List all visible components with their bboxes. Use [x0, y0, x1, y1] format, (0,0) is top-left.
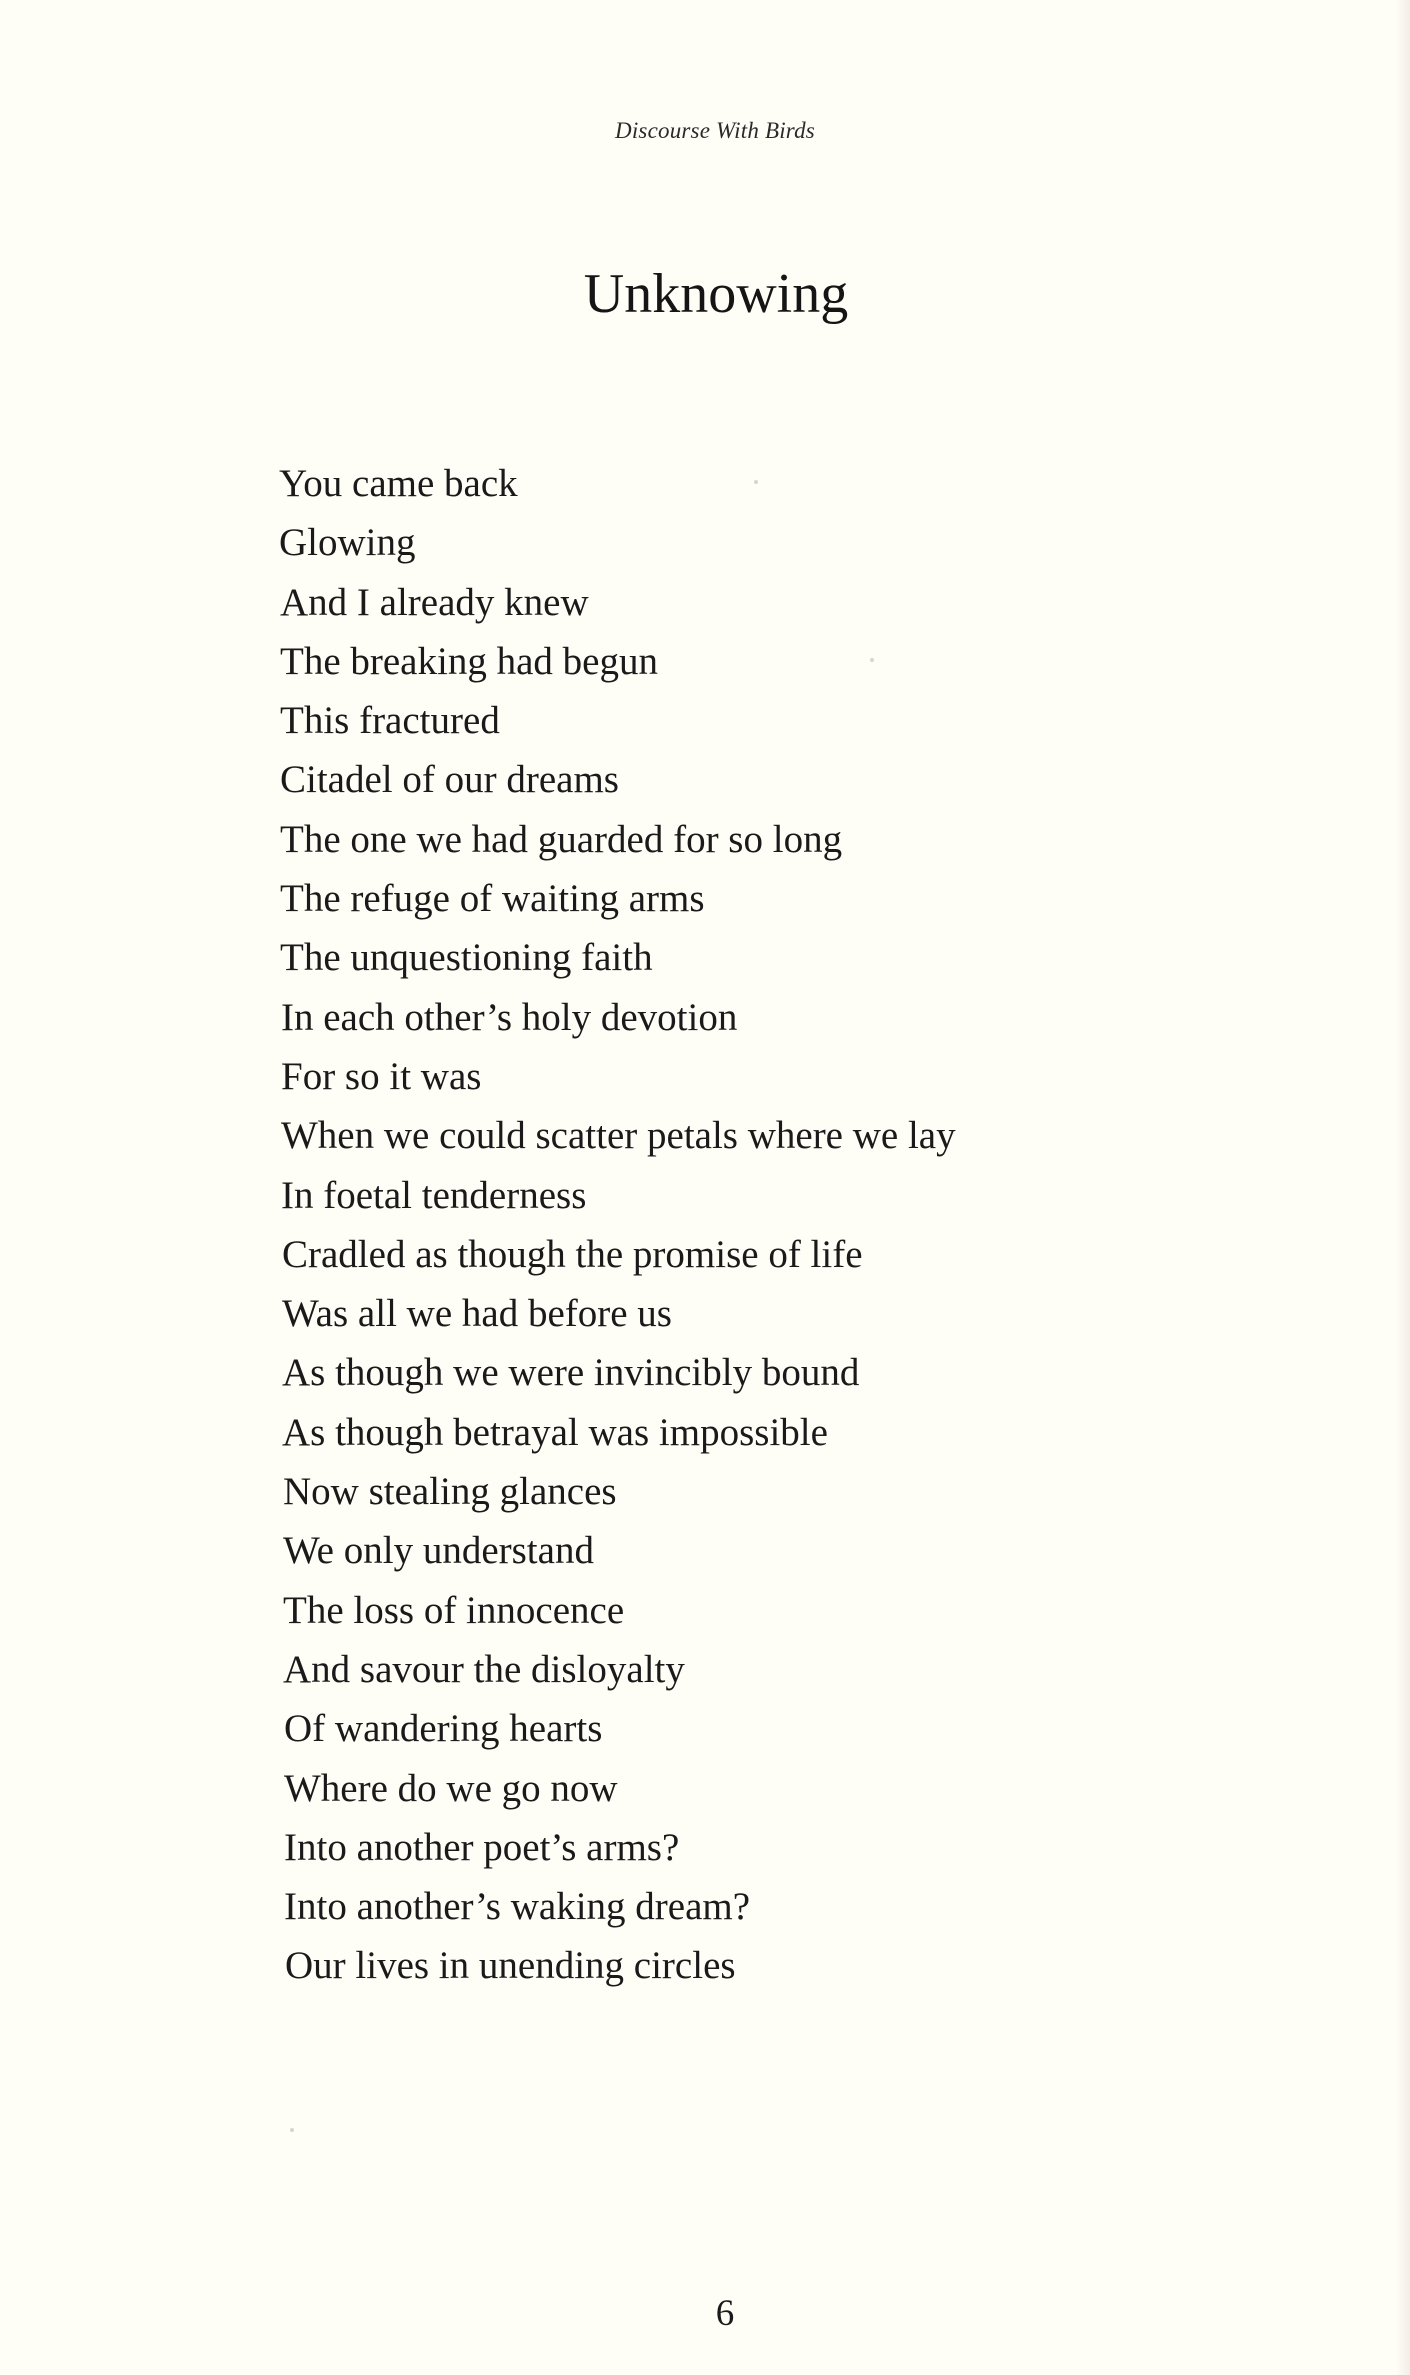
poem-line: And savour the disloyalty	[283, 1647, 685, 1691]
poem-line: Glowing	[279, 521, 416, 565]
poem-line: Into another poet’s arms?	[284, 1825, 680, 1869]
poem-line: The one we had guarded for so long	[280, 817, 843, 861]
poem-line: Was all we had before us	[282, 1292, 672, 1336]
poem-line: Now stealing glances	[283, 1470, 617, 1514]
poem-line: You came back	[279, 462, 518, 505]
poem-line: This fractured	[280, 699, 500, 743]
poem-line: The unquestioning faith	[280, 936, 653, 980]
poem-line: The breaking had begun	[280, 639, 658, 683]
poem-line: We only understand	[283, 1529, 594, 1573]
poem-line: Our lives in unending circles	[285, 1944, 736, 1988]
poem-line: Where do we go now	[284, 1766, 618, 1810]
poem-line: In foetal tenderness	[281, 1173, 587, 1217]
page-number: 6	[715, 2293, 735, 2334]
poem-line: When we could scatter petals where we lay	[281, 1114, 956, 1158]
poem-line: Of wandering hearts	[284, 1707, 603, 1751]
poem-line: Citadel of our dreams	[280, 758, 619, 802]
paper-speck	[290, 2128, 294, 2132]
poem-line: The loss of innocence	[283, 1588, 625, 1632]
poem-line: Into another’s waking dream?	[284, 1885, 751, 1929]
poem-line: As though we were invincibly bound	[282, 1351, 860, 1395]
poem-line: For so it was	[281, 1054, 482, 1098]
page-edge-shadow	[1396, 0, 1410, 2375]
poem-line: The refuge of waiting arms	[280, 877, 705, 921]
poem-title: Unknowing	[583, 263, 849, 325]
poem-line: And I already knew	[280, 580, 589, 624]
poem-line: As though betrayal was impossible	[282, 1410, 828, 1454]
running-header: Discourse With Birds	[615, 118, 815, 143]
poem-line: In each other’s holy devotion	[281, 995, 738, 1039]
poem-body	[279, 454, 1179, 1996]
poem-line: Cradled as though the promise of life	[282, 1232, 863, 1276]
